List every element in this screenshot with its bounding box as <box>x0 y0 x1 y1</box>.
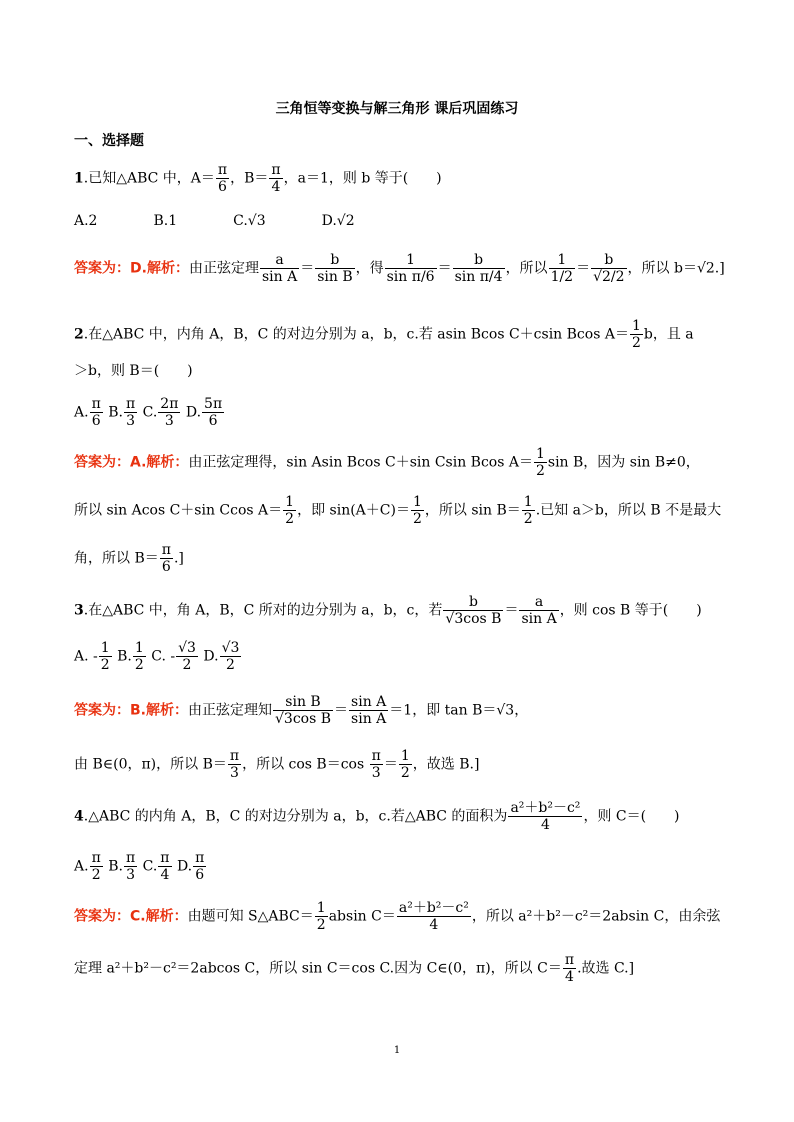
question-text: .已知△ABC 中，A＝ <box>83 170 215 187</box>
analysis-label: 解析： <box>146 260 189 277</box>
question-text: ，B＝ <box>230 170 269 187</box>
fraction: $\frac{\pi}{6}$ <box>217 162 228 195</box>
question-number: 4 <box>74 808 84 825</box>
solution-2-line1: 答案为：A.解析：由正弦定理得，sin Asin Bcos C＋sin Csin Bcos A＝ $\frac{1}{2}$ sin B，因为 sin B≠0， <box>74 446 700 479</box>
fraction: $\frac{1}{\text{sin π/6}}$ <box>386 252 435 285</box>
fraction: $\frac{b}{√2/2}$ <box>593 252 625 285</box>
page-title: 三角恒等变换与解三角形 课后巩固练习 <box>275 101 519 117</box>
fraction: $\frac{1}{2}$ <box>631 318 641 351</box>
solution-4-line2: 定理 a²＋b²－c²＝2abcos C，所以 sin C＝cos C.因为 C∈(0，π)，所以 C＝ $\frac{\pi}{4}$ .故选 C.] <box>74 952 635 985</box>
fraction: $\frac{b}{\text{sin B}}$ <box>317 252 353 285</box>
solution-2-line3: 角，所以 B＝ $\frac{\pi}{6}$ .] <box>74 542 184 575</box>
fraction: $\frac{b}{\text{sin π/4}}$ <box>454 252 503 285</box>
question-number: 2 <box>74 326 84 343</box>
answer-value: D. <box>130 260 147 277</box>
question-2-cont: ＞b，则 B＝( ) <box>74 363 193 379</box>
answer-label: 答案为： <box>74 260 130 277</box>
fraction: $\frac{a}{\text{sin A}}$ <box>261 252 298 285</box>
question-4: 4.△ABC 的内角 A，B，C 的对边分别为 a，b，c.若△ABC 的面积为 $\frac{\text{a²＋b²－c²}}{4}$ ，则 C＝( ) <box>74 800 680 833</box>
answer-value: B. <box>130 702 146 719</box>
fraction: $\frac{1}{1/2}$ <box>550 252 574 285</box>
question-1 <box>74 162 442 195</box>
solution-3-line2: 由 B∈(0，π)，所以 B＝ $\frac{\pi}{3}$ ，所以 cos B＝cos $\frac{\pi}{3}$ ＝ $\frac{1}{2}$ ，故选 B.] <box>74 748 480 781</box>
options-3: A. - $\frac{1}{2}$ B. $\frac{1}{2}$ C. - $\frac{√3}{2}$ D. $\frac{√3}{2}$ <box>74 640 240 673</box>
options-2: A. $\frac{\pi}{6}$ B. $\frac{\pi}{3}$ C. $\frac{2\pi}{3}$ D. $\frac{5\pi}{6}$ <box>74 396 223 429</box>
solution-2-line2: 所以 sin Acos C＋sin Ccos A＝ $\frac{1}{2}$ ，即 sin(A＋C)＝ $\frac{1}{2}$ ，所以 sin B＝ $\frac{1}{2}$ .已知 a＞b，所以 B 不是最大 <box>74 494 722 527</box>
question-2: 2.在△ABC 中，内角 A，B，C 的对边分别为 a，b，c.若 asin Bcos C＋csin Bcos A＝ $\frac{1}{2}$ b，且 a <box>74 318 694 351</box>
section-heading: 一、选择题 <box>74 133 144 149</box>
fraction: $\frac{\pi}{4}$ <box>271 162 281 195</box>
options-1: A.2 B.1 C.√3 D.√2 <box>74 213 355 229</box>
question-text: ，a＝1，则 b 等于( ) <box>283 170 442 187</box>
answer-value: A. <box>130 454 147 471</box>
options-4: A. $\frac{\pi}{2}$ B. $\frac{\pi}{3}$ C. $\frac{\pi}{4}$ D. $\frac{\pi}{6}$ <box>74 850 205 883</box>
answer-value: C. <box>130 908 146 925</box>
page-number: 1 <box>393 1045 401 1056</box>
solution-1: 答案为：D.解析：由正弦定理 $\frac{a}{\text{sin A}}$ ＝ $\frac{b}{\text{sin B}}$ ，得 $\frac{1}{\text{sin π/6}}$ ＝ $\frac{b}{\text{sin π/4}}$ ，所以 $\frac{1}{1/2}$ ＝ $\frac{b}{√2/2}$ ，所以 b＝√2.] <box>74 252 725 285</box>
question-number: 3 <box>74 602 84 619</box>
question-3: 3.在△ABC 中，角 A，B，C 所对的边分别为 a，b，c，若 $\frac{b}{\text{√3cos B}}$ ＝ $\frac{a}{\text{sin A}}$ ，则 cos B 等于( ) <box>74 594 702 627</box>
solution-3-line1: 答案为：B.解析：由正弦定理知 $\frac{\text{sin B}}{\text{√3cos B}}$ ＝ $\frac{\text{sin A}}{\text{sin A}}$ ＝1，即 tan B＝√3， <box>74 694 529 727</box>
question-number: 1 <box>74 170 84 187</box>
solution-4-line1: 答案为：C.解析：由题可知 S△ABC＝ $\frac{1}{2}$ absin C＝ $\frac{\text{a²＋b²－c²}}{4}$ ，所以 a²＋b²－c²＝2absin C，由余弦 <box>74 900 721 933</box>
